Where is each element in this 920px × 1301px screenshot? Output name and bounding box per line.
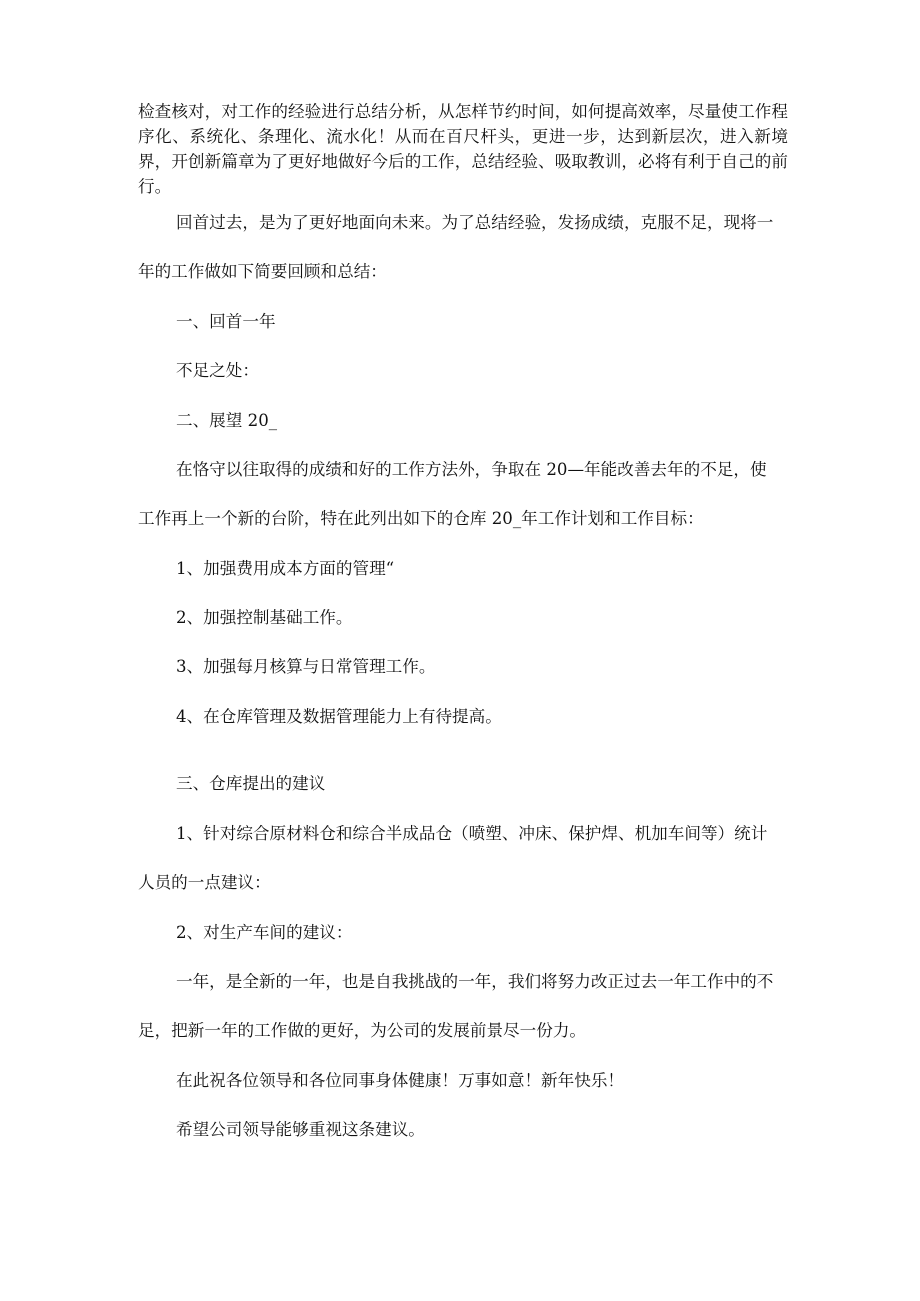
- section-2-heading: 二、展望 20_: [176, 411, 278, 430]
- final-note: 希望公司领导能够重视这条建议。: [176, 1120, 425, 1139]
- goal-item: 3、加强每月核算与日常管理工作。: [176, 657, 436, 676]
- closing-paragraph-line-2: 足，把新一年的工作做的更好，为公司的发展前景尽一份力。: [138, 1021, 587, 1040]
- goal-item: 1、加强费用成本方面的管理“: [176, 559, 395, 578]
- review-paragraph-line-1: 回首过去，是为了更好地面向未来。为了总结经验，发扬成绩，克服不足，现将一: [176, 213, 774, 232]
- intro-paragraph: [138, 99, 788, 199]
- wishes-line: 在此祝各位领导和各位同事身体健康！万事如意！新年快乐！: [176, 1071, 625, 1090]
- closing-paragraph-line-1: 一年，是全新的一年，也是自我挑战的一年，我们将努力改正过去一年工作中的不: [176, 972, 774, 991]
- goal-item: 4、在仓库管理及数据管理能力上有待提高。: [176, 707, 502, 726]
- goal-item: 2、加强控制基础工作。: [176, 608, 353, 627]
- shortcomings-label: 不足之处：: [176, 361, 259, 380]
- suggestion-1-line-1: 1、针对综合原材料仓和综合半成品仓（喷塑、冲床、保护焊、机加车间等）统计: [176, 824, 768, 843]
- section-3-heading: 三、仓库提出的建议: [176, 774, 326, 793]
- plan-paragraph-line-1: 在恪守以往取得的成绩和好的工作方法外，争取在 20—年能改善去年的不足，使: [176, 460, 767, 479]
- suggestion-1-line-2: 人员的一点建议：: [138, 873, 271, 892]
- section-1-heading: 一、回首一年: [176, 312, 276, 331]
- intro-text: 检查核对，对工作的经验进行总结分析，从怎样节约时间，如何提高效率，尽量使工作程序化、系统化、条理化、流水化！从而在百尺杆头，更进一步，达到新层次，进入新境界，开创新篇章为了更好地做好今后的工作，总结经验、吸取教训，必将有利于自己的前行。: [138, 102, 788, 196]
- review-paragraph-line-2: 年的工作做如下简要回顾和总结：: [138, 262, 387, 281]
- suggestion-2: 2、对生产车间的建议：: [176, 923, 353, 942]
- plan-paragraph-line-2: 工作再上一个新的台阶，特在此列出如下的仓库 20_年工作计划和工作目标：: [138, 509, 704, 528]
